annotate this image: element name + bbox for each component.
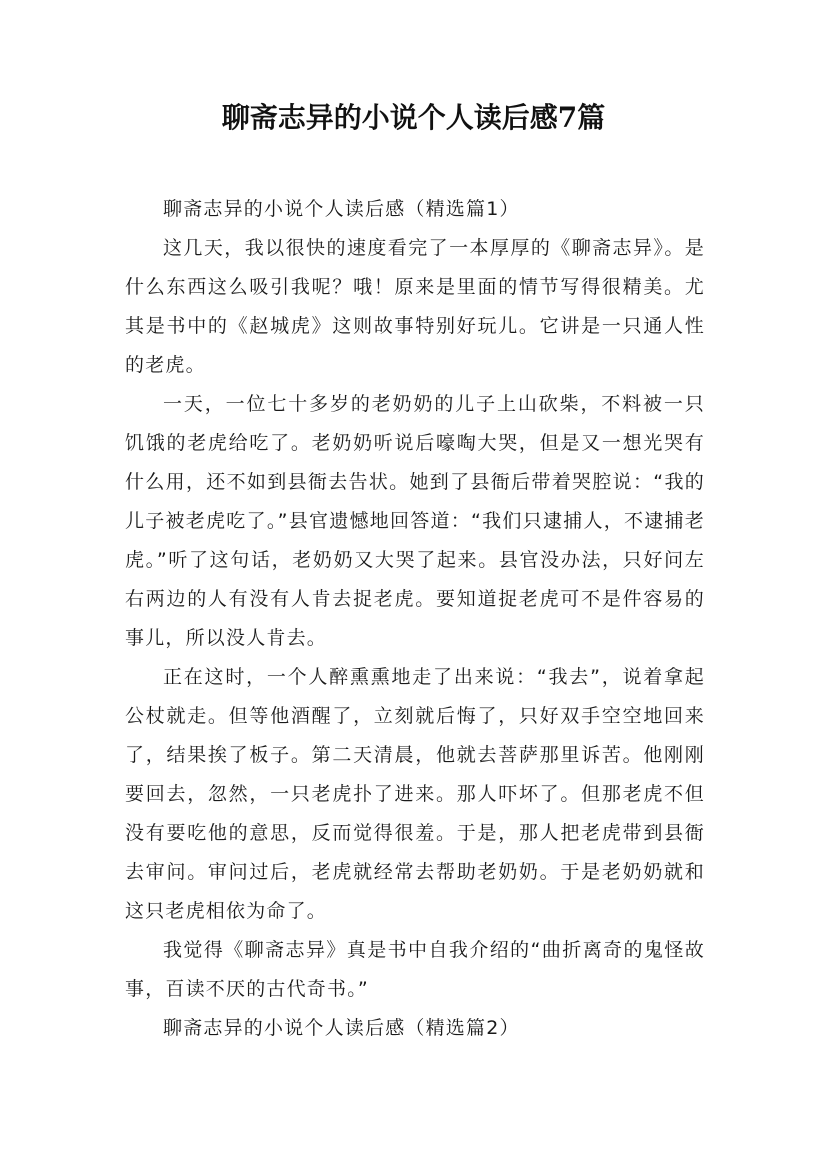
paragraph: 我觉得《聊斋志异》真是书中自我介绍的“曲折离奇的鬼怪故事，百读不厌的古代奇书。” (125, 939, 705, 1000)
section-heading-1: 聊斋志异的小说个人读后感（精选篇1） (163, 198, 520, 220)
section-heading-2: 聊斋志异的小说个人读后感（精选篇2） (163, 1017, 520, 1039)
paragraph: 一天，一位七十多岁的老奶奶的儿子上山砍柴，不料被一只饥饿的老虎给吃了。老奶奶听说后嚎啕大哭，但是又一想光哭有什么用，还不如到县衙去告状。她到了县衙后带着哭腔说：“我的儿子被老虎吃了。”县官遗憾地回答道：“我们只逮捕人，不逮捕老虎。”听了这句话，老奶奶又大哭了起来。县官没办法，只好问左右两边的人有没有人肯去捉老虎。要知道捉老虎可不是件容易的事儿，所以没人肯去。 (125, 393, 705, 649)
document-title: 聊斋志异的小说个人读后感7篇 (221, 101, 606, 134)
paragraph: 这几天，我以很快的速度看完了一本厚厚的《聊斋志异》。是什么东西这么吸引我呢？哦！原来是里面的情节写得很精美。尤其是书中的《赵城虎》这则故事特别好玩儿。它讲是一只通人性的老虎。 (125, 237, 705, 376)
document-body (125, 190, 705, 1048)
paragraph: 正在这时，一个人醉熏熏地走了出来说：“我去”，说着拿起公杖就走。但等他酒醒了，立刻就后悔了，只好双手空空地回来了，结果挨了板子。第二天清晨，他就去菩萨那里诉苦。他刚刚要回去，忽然，一只老虎扑了进来。那人吓坏了。但那老虎不但没有要吃他的意思，反而觉得很羞。于是，那人把老虎带到县衙去审问。审问过后，老虎就经常去帮助老奶奶。于是老奶奶就和这只老虎相依为命了。 (125, 666, 705, 922)
